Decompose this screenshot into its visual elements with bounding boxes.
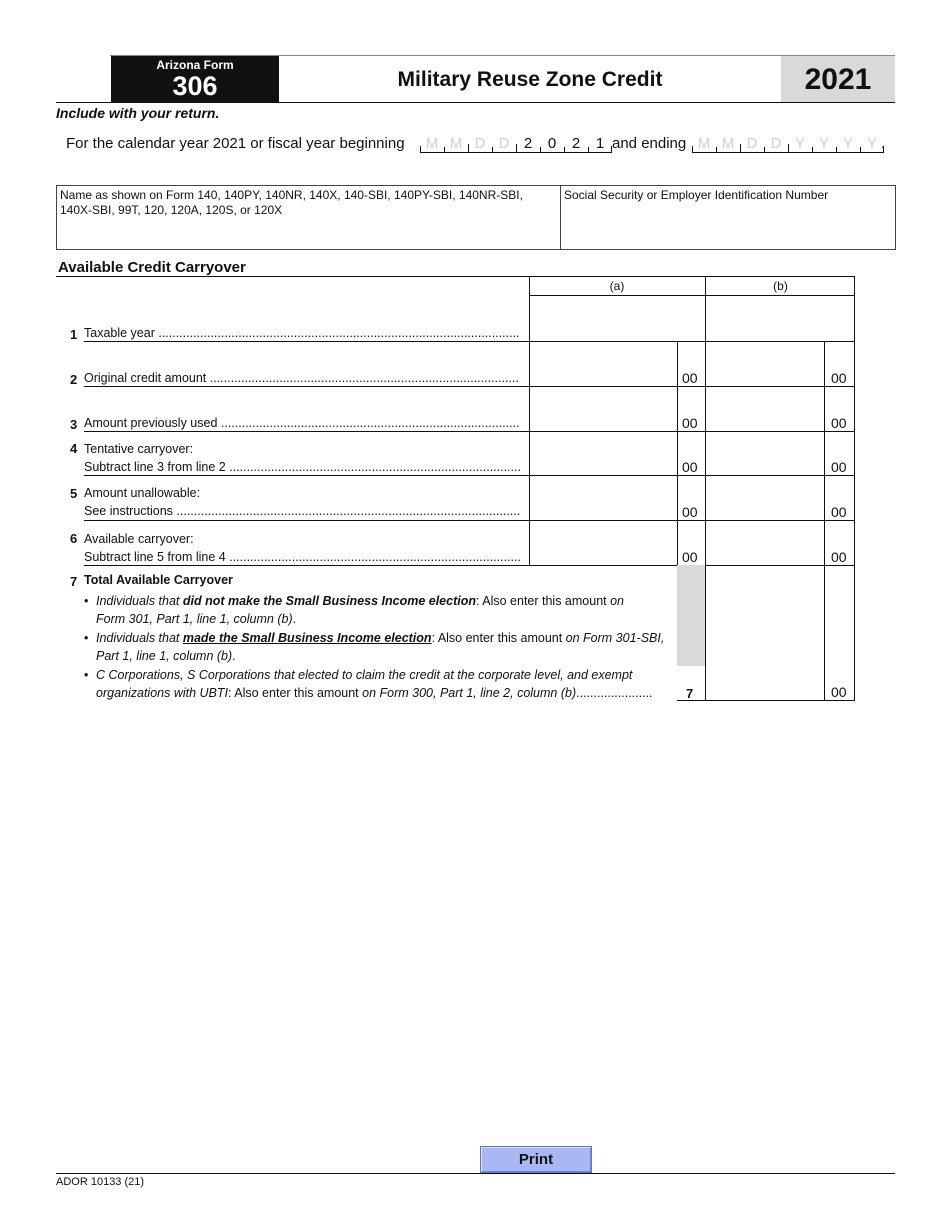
taxpayer-info-box (56, 185, 896, 250)
cents-label: 00 (682, 549, 698, 565)
line7-bullet1-line1: Individuals that did not make the Small Business Income election: Also enter this amount on (96, 594, 625, 608)
cents-label: 00 (831, 415, 847, 431)
begin-digit: 2 (564, 135, 588, 152)
cents-label: 00 (831, 370, 847, 386)
cents-label: 00 (682, 459, 698, 475)
cents-label: 00 (831, 459, 847, 475)
line7-box-number: 7 (686, 686, 694, 701)
begin-digit: 1 (588, 135, 612, 152)
line5-col-b-input[interactable] (706, 476, 824, 520)
line7-shaded-cell (677, 565, 705, 666)
cents-label: 00 (682, 370, 698, 386)
begin-digit: M (444, 135, 468, 152)
cents-label: 00 (682, 504, 698, 520)
fiscal-suffix: . (881, 135, 886, 152)
form-label: Arizona Form (156, 58, 234, 72)
line1-col-b-input[interactable] (706, 296, 854, 341)
row-rule (677, 700, 855, 701)
line1-col-a-input[interactable] (530, 296, 705, 341)
line-label-text: Amount previously used ..... (84, 416, 520, 430)
line-number: 1 (70, 327, 78, 342)
end-digit: D (740, 135, 764, 152)
end-digit: D (764, 135, 788, 152)
line-number: 4 (70, 441, 78, 456)
line-label (84, 324, 520, 342)
line-label-text: Subtract line 3 from line 2 ..... (84, 460, 520, 474)
end-digit: M (692, 135, 716, 152)
name-input[interactable] (57, 186, 560, 249)
form-code: ADOR 10133 (21) (56, 1176, 145, 1188)
print-button[interactable]: Print (480, 1146, 592, 1173)
line-label-text: Subtract line 5 from line 4 ..... (84, 550, 520, 564)
fiscal-end-date-field[interactable] (692, 135, 884, 153)
line3-col-a-input[interactable] (530, 387, 677, 431)
line-label (84, 369, 520, 387)
begin-digit: 2 (516, 135, 540, 152)
line-number: 7 (70, 574, 78, 589)
grid-line (824, 341, 825, 701)
begin-digit: D (492, 135, 516, 152)
form-number-box (111, 56, 279, 102)
line-label-line1: Tentative carryover: (84, 442, 194, 456)
cents-label: 00 (831, 504, 847, 520)
cents-label: 00 (682, 415, 698, 431)
cents-label: 00 (831, 549, 847, 565)
end-digit: Y (860, 135, 884, 152)
line-label (84, 414, 520, 432)
footer-rule (56, 1173, 895, 1174)
line-label (84, 548, 520, 566)
name-label: Name as shown on Form 140, 140PY, 140NR, 140X, 140-SBI, 140PY-SBI, 140NR-SBI, 140X-SBI, 99T, 120, 120A, 120S, or 120X (60, 188, 523, 217)
end-digit: Y (836, 135, 860, 152)
end-digit: Y (788, 135, 812, 152)
line-number: 2 (70, 372, 78, 387)
begin-digit: M (420, 135, 444, 152)
line7-bullet1-line2: Form 301, Part 1, line 1, column (b). (96, 612, 297, 626)
line6-col-a-input[interactable] (530, 521, 677, 565)
line-label-line1: Amount unallowable: (84, 486, 201, 500)
header-bottom-rule (56, 102, 895, 103)
end-digit: M (716, 135, 740, 152)
line7-bullet2-line1: Individuals that made the Small Business Income election: Also enter this amount on Form 301-SBI, (96, 631, 665, 645)
begin-digit: 0 (540, 135, 564, 152)
end-digit: Y (812, 135, 836, 152)
cents-label: 00 (831, 684, 847, 700)
fiscal-prefix: For the calendar year 2021 or fiscal year beginning (66, 135, 405, 152)
line-label-text: See instructions ..... (84, 504, 520, 518)
line-number: 6 (70, 531, 78, 546)
line2-col-b-input[interactable] (706, 342, 824, 386)
id-number-input[interactable] (561, 186, 895, 249)
form-number: 306 (172, 71, 218, 101)
id-number-label: Social Security or Employer Identification Number (564, 188, 829, 202)
bullet: • (84, 668, 89, 682)
column-a-header: (a) (609, 279, 625, 293)
begin-digit: D (468, 135, 492, 152)
line-label (84, 502, 520, 520)
bullet: • (84, 631, 89, 645)
form-title: Military Reuse Zone Credit (397, 68, 663, 91)
tax-year: 2021 (781, 56, 895, 102)
line-number: 5 (70, 486, 78, 501)
bullet: • (84, 594, 89, 608)
column-b-header: (b) (773, 279, 788, 293)
line-label-text: Taxable year ..... (84, 326, 520, 340)
line7-bullet3-line2: organizations with UBTI: Also enter this amount on Form 300, Part 1, line 2, column (b)...................... (96, 686, 653, 700)
line-label-line1: Available carryover: (84, 532, 194, 546)
line7-col-b-input[interactable] (706, 566, 824, 700)
line2-col-a-input[interactable] (530, 342, 677, 386)
line7-bullet2-line2: Part 1, line 1, column (b). (96, 649, 236, 663)
fiscal-middle: and ending (612, 135, 687, 152)
line6-col-b-input[interactable] (706, 521, 824, 565)
line4-col-a-input[interactable] (530, 432, 677, 475)
line5-col-a-input[interactable] (530, 476, 677, 520)
line7-bullet3-line1: C Corporations, S Corporations that elected to claim the credit at the corporate level, and exempt (96, 668, 633, 682)
grid-line (677, 341, 678, 566)
fiscal-begin-date-field[interactable] (420, 135, 612, 153)
section-title: Available Credit Carryover (58, 259, 246, 276)
line-label (84, 458, 520, 476)
line-number: 3 (70, 417, 78, 432)
line4-col-b-input[interactable] (706, 432, 824, 475)
line-label-text: Original credit amount ..... (84, 371, 520, 385)
line3-col-b-input[interactable] (706, 387, 824, 431)
include-note: Include with your return. (56, 105, 220, 121)
line7-title: Total Available Carryover (84, 573, 233, 587)
